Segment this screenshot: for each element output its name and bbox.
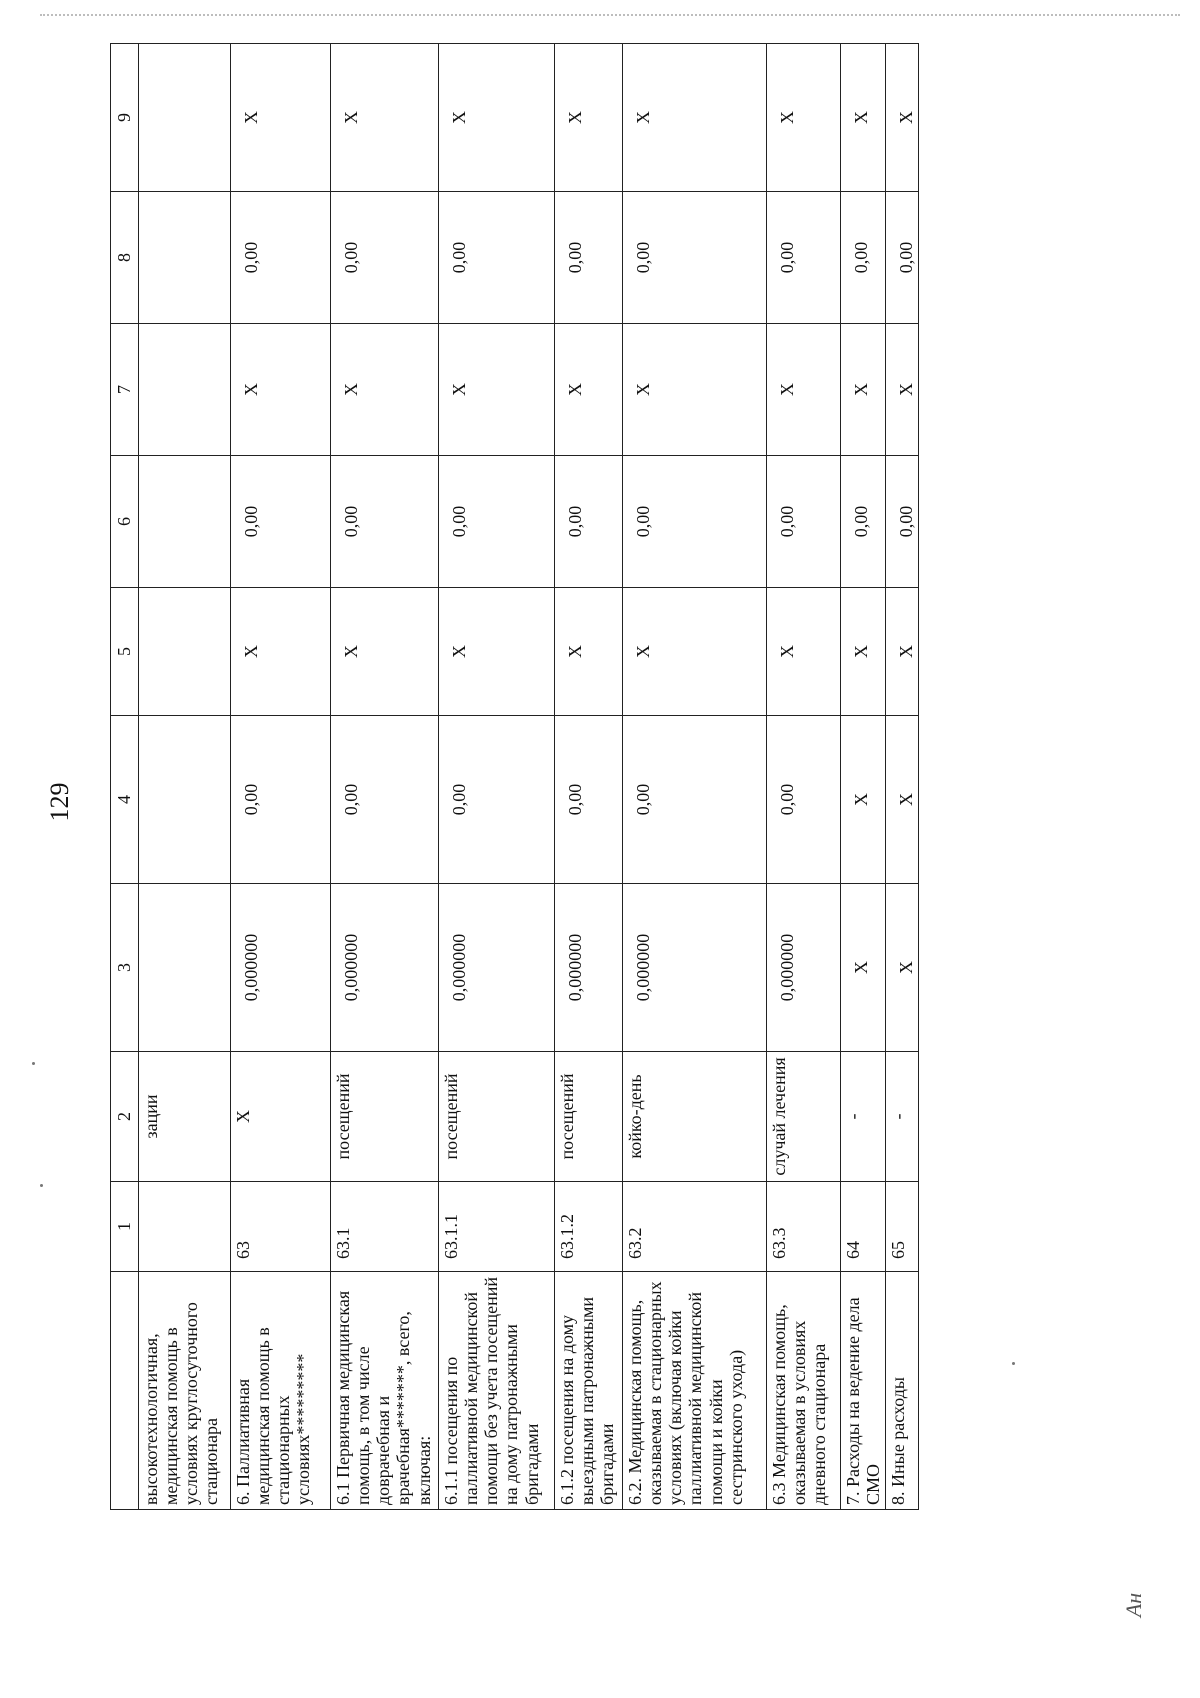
row-code-cell: 63.3 — [767, 1182, 841, 1272]
table-row — [439, 44, 555, 1510]
cell-col-4: X — [886, 716, 919, 884]
row-unit-cell: случай лечения — [767, 1052, 841, 1182]
cell-col-7: X — [331, 324, 439, 456]
table-row — [767, 44, 841, 1510]
cell-col-7: X — [231, 324, 331, 456]
cell-col-6 — [139, 456, 231, 588]
cell-col-5: X — [331, 588, 439, 716]
cell-col-9: X — [331, 44, 439, 192]
cell-col-3: 0,000000 — [439, 884, 555, 1052]
cell-col-7 — [139, 324, 231, 456]
cell-col-9: X — [767, 44, 841, 192]
cell-col-5: X — [841, 588, 886, 716]
cell-col-8: 0,00 — [331, 192, 439, 324]
row-code-cell: 65 — [886, 1182, 919, 1272]
cell-col-3: 0,000000 — [331, 884, 439, 1052]
table-body — [139, 44, 919, 1510]
cell-col-8: 0,00 — [841, 192, 886, 324]
cell-col-3: 0,000000 — [231, 884, 331, 1052]
cell-col-5: X — [231, 588, 331, 716]
row-unit-cell: посещений — [555, 1052, 623, 1182]
row-unit-cell: койко-день — [623, 1052, 767, 1182]
cell-col-8: 0,00 — [767, 192, 841, 324]
cell-col-9: X — [623, 44, 767, 192]
cell-col-3: 0,000000 — [767, 884, 841, 1052]
row-name-cell: 6.1.1 посещения по паллиативной медицинской помощи без учета посещений на дому патронажными бригадами — [439, 1272, 555, 1510]
cell-col-3 — [139, 884, 231, 1052]
row-code-cell: 63.1 — [331, 1182, 439, 1272]
col-header: 2 — [111, 1052, 139, 1182]
cell-col-9: X — [841, 44, 886, 192]
col-header: 3 — [111, 884, 139, 1052]
col-header: 4 — [111, 716, 139, 884]
cell-col-4: 0,00 — [623, 716, 767, 884]
row-name-cell: 6.3 Медицинская помощь, оказываемая в условиях дневного стационара — [767, 1272, 841, 1510]
cell-col-9: X — [886, 44, 919, 192]
cell-col-6: 0,00 — [439, 456, 555, 588]
table-row — [139, 44, 231, 1510]
col-header: 6 — [111, 456, 139, 588]
page-number: 129 — [45, 782, 74, 822]
table-row — [231, 44, 331, 1510]
row-unit-cell: - — [841, 1052, 886, 1182]
cell-col-7: X — [841, 324, 886, 456]
cell-col-7: X — [767, 324, 841, 456]
cell-col-8: 0,00 — [623, 192, 767, 324]
data-table — [110, 43, 919, 1510]
cell-col-5 — [139, 588, 231, 716]
row-unit-cell: посещений — [331, 1052, 439, 1182]
cell-col-7: X — [439, 324, 555, 456]
cell-col-9: X — [439, 44, 555, 192]
row-unit-cell: X — [231, 1052, 331, 1182]
cell-col-8: 0,00 — [886, 192, 919, 324]
cell-col-8: 0,00 — [439, 192, 555, 324]
row-unit-cell: посещений — [439, 1052, 555, 1182]
cell-col-7: X — [623, 324, 767, 456]
row-code-cell: 63.2 — [623, 1182, 767, 1272]
table-row — [886, 44, 919, 1510]
cell-col-4 — [139, 716, 231, 884]
col-header: 9 — [111, 44, 139, 192]
table-row — [331, 44, 439, 1510]
cell-col-5: X — [439, 588, 555, 716]
scan-dot — [40, 1184, 43, 1187]
cell-col-3: 0,000000 — [623, 884, 767, 1052]
scan-dot — [1012, 1362, 1015, 1365]
cell-col-3: X — [886, 884, 919, 1052]
row-unit-cell: - — [886, 1052, 919, 1182]
cell-col-9: X — [231, 44, 331, 192]
scan-artifact — [40, 14, 1180, 16]
table-row — [555, 44, 623, 1510]
row-code-cell: 63 — [231, 1182, 331, 1272]
cell-col-4: X — [841, 716, 886, 884]
cell-col-5: X — [555, 588, 623, 716]
cell-col-3: 0,000000 — [555, 884, 623, 1052]
cell-col-6: 0,00 — [555, 456, 623, 588]
row-code-cell — [139, 1182, 231, 1272]
cell-col-8 — [139, 192, 231, 324]
cell-col-4: 0,00 — [331, 716, 439, 884]
cell-col-9 — [139, 44, 231, 192]
cell-col-6: 0,00 — [767, 456, 841, 588]
col-header — [111, 1272, 139, 1510]
table-row — [623, 44, 767, 1510]
cell-col-5: X — [886, 588, 919, 716]
row-name-cell: 8. Иные расходы — [886, 1272, 919, 1510]
col-header: 5 — [111, 588, 139, 716]
cell-col-7: X — [886, 324, 919, 456]
cell-col-6: 0,00 — [886, 456, 919, 588]
row-code-cell: 64 — [841, 1182, 886, 1272]
cell-col-5: X — [767, 588, 841, 716]
row-name-cell: 6.1.2 посещения на дому выездными патронажными бригадами — [555, 1272, 623, 1510]
row-name-cell: 6.2. Медицинская помощь, оказываемая в стационарных условиях (включая койки паллиативной медицинской помощи и койки сестринского ухода) — [623, 1272, 767, 1510]
row-name-cell: 6.1 Первичная медицинская помощь, в том числе доврачебная и врачебная*******, всего, включая: — [331, 1272, 439, 1510]
cell-col-4: 0,00 — [555, 716, 623, 884]
col-header: 1 — [111, 1182, 139, 1272]
row-name-cell: 7. Расходы на ведение дела СМО — [841, 1272, 886, 1510]
row-name-cell: 6. Паллиативная медицинская помощь в стационарных условиях********* — [231, 1272, 331, 1510]
cell-col-9: X — [555, 44, 623, 192]
cell-col-6: 0,00 — [231, 456, 331, 588]
row-name-cell: высокотехнологичная, медицинская помощь в условиях круглосуточного стационара — [139, 1272, 231, 1510]
row-unit-cell: зации — [139, 1052, 231, 1182]
scan-dot — [32, 1062, 35, 1065]
cell-col-4: 0,00 — [231, 716, 331, 884]
row-code-cell: 63.1.2 — [555, 1182, 623, 1272]
cell-col-5: X — [623, 588, 767, 716]
table-row — [841, 44, 886, 1510]
cell-col-8: 0,00 — [231, 192, 331, 324]
cell-col-3: X — [841, 884, 886, 1052]
col-header: 8 — [111, 192, 139, 324]
cell-col-6: 0,00 — [623, 456, 767, 588]
rotated-table — [110, 44, 917, 1510]
cell-col-6: 0,00 — [841, 456, 886, 588]
cell-col-6: 0,00 — [331, 456, 439, 588]
rotated-table-container — [110, 44, 917, 1510]
cell-col-7: X — [555, 324, 623, 456]
handwritten-signature: Ан — [1121, 1592, 1147, 1618]
cell-col-4: 0,00 — [767, 716, 841, 884]
col-header: 7 — [111, 324, 139, 456]
header-row — [111, 44, 139, 1510]
row-code-cell: 63.1.1 — [439, 1182, 555, 1272]
cell-col-4: 0,00 — [439, 716, 555, 884]
cell-col-8: 0,00 — [555, 192, 623, 324]
